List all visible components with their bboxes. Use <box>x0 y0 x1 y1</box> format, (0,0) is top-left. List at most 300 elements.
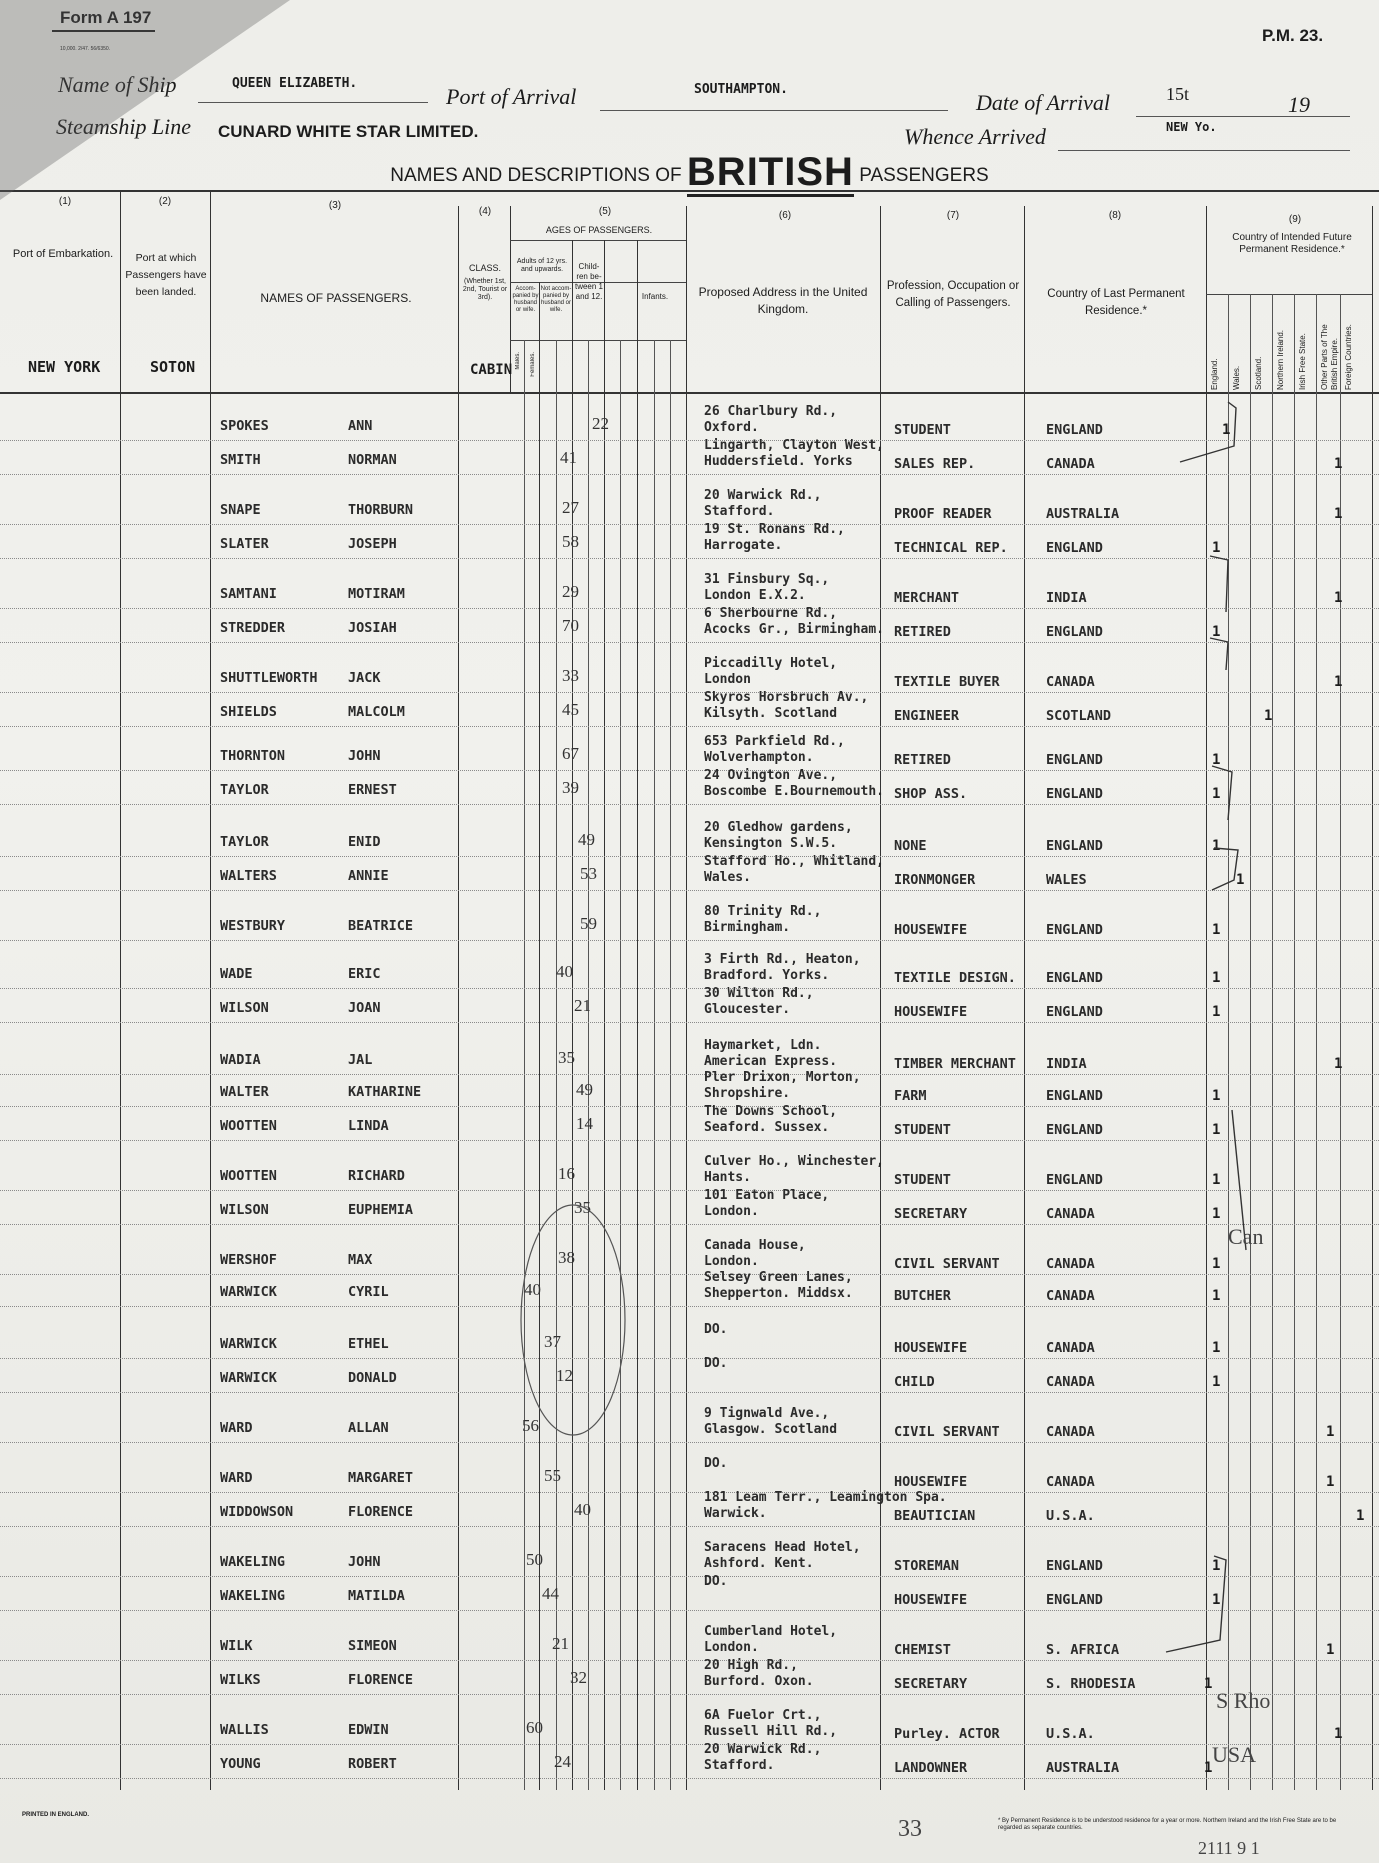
passenger-surname: WERSHOF <box>220 1252 277 1268</box>
passenger-first-name: FLORENCE <box>348 1504 414 1520</box>
passenger-age: 35 <box>558 1048 575 1067</box>
passenger-first-name: MALCOLM <box>348 704 405 720</box>
future-residence-mark: 1 <box>1326 1642 1335 1658</box>
occupation: HOUSEWIFE <box>894 1592 968 1608</box>
occupation: STOREMAN <box>894 1558 960 1574</box>
address-line-1: Culver Ho., Winchester, <box>704 1154 885 1169</box>
occupation: CHILD <box>894 1374 935 1390</box>
passenger-age: 53 <box>580 864 597 883</box>
passenger-surname: THORNTON <box>220 748 286 764</box>
date-of-arrival-label: Date of Arrival <box>976 90 1111 115</box>
passenger-first-name: SIMEON <box>348 1638 397 1654</box>
address-line-1: DO. <box>704 1322 728 1337</box>
last-residence-country: ENGLAND <box>1046 838 1103 854</box>
passenger-first-name: EUPHEMIA <box>348 1202 414 1218</box>
address-line-2: Gloucester. <box>704 1002 791 1017</box>
address-line-1: 20 Gledhow gardens, <box>704 820 853 835</box>
annotation-bottom: 2111 9 1 <box>1198 1838 1260 1858</box>
address-line-2: Shropshire. <box>704 1086 791 1101</box>
future-residence-mark: 1 <box>1212 1172 1221 1188</box>
printer-imprint: PRINTED IN ENGLAND. <box>22 1812 90 1818</box>
last-residence-country: CANADA <box>1046 1340 1095 1356</box>
last-residence-country: U.S.A. <box>1046 1508 1095 1524</box>
residence-subheading: Northern Ireland. <box>1276 329 1285 390</box>
future-residence-mark: 1 <box>1236 872 1245 888</box>
last-residence-country: ENGLAND <box>1046 922 1103 938</box>
bracket-mark-4 <box>1212 766 1232 820</box>
bracket-mark-5 <box>1212 848 1238 890</box>
last-residence-country: ENGLAND <box>1046 1172 1103 1188</box>
bracket-mark-1 <box>1180 402 1236 462</box>
col5-number: (5) <box>598 206 612 217</box>
passenger-surname: YOUNG <box>220 1756 261 1772</box>
address-line-2: Birmingham. <box>704 920 791 935</box>
passenger-first-name: LINDA <box>348 1118 389 1134</box>
passenger-surname: SNAPE <box>220 502 261 518</box>
steamship-line-label: Steamship Line <box>56 114 192 139</box>
occupation: BUTCHER <box>894 1288 951 1304</box>
annotation-srho: S Rho <box>1216 1688 1271 1713</box>
address-line-2: Russell Hill Rd., <box>704 1724 838 1739</box>
col5-not-accompanied-heading: Not accom-panied by husband or wife. <box>540 286 572 313</box>
future-residence-mark: 1 <box>1212 1558 1221 1574</box>
col2-heading: Port at which Passengers have been landed. <box>125 252 207 298</box>
passenger-surname: WALLIS <box>220 1722 269 1738</box>
last-residence-country: ENGLAND <box>1046 1558 1103 1574</box>
passenger-age: 39 <box>562 778 579 797</box>
occupation: CIVIL SERVANT <box>894 1256 1000 1272</box>
passenger-first-name: ENID <box>348 834 381 850</box>
passenger-first-name: THORBURN <box>348 502 414 518</box>
passenger-first-name: FLORENCE <box>348 1672 414 1688</box>
residence-subheading: Irish Free State. <box>1298 333 1307 390</box>
address-line-2: Burford. Oxon. <box>704 1674 814 1689</box>
passenger-surname: WARWICK <box>220 1336 277 1352</box>
address-line-1: 20 Warwick Rd., <box>704 488 822 503</box>
col8-number: (8) <box>1108 210 1122 221</box>
col5-heading: AGES OF PASSENGERS. <box>545 225 653 235</box>
last-residence-country: ENGLAND <box>1046 1004 1103 1020</box>
future-residence-mark: 1 <box>1204 1676 1213 1692</box>
last-residence-country: CANADA <box>1046 1206 1095 1222</box>
future-residence-mark: 1 <box>1326 1424 1335 1440</box>
address-line-2: Kensington S.W.5. <box>704 836 838 851</box>
passenger-age: 35 <box>574 1198 591 1217</box>
occupation: FARM <box>894 1088 927 1104</box>
residence-subheading: England. <box>1210 358 1219 390</box>
last-residence-country: CANADA <box>1046 1424 1095 1440</box>
passenger-age: 41 <box>560 448 577 467</box>
address-line-1: Canada House, <box>704 1238 806 1253</box>
address-line-2: Boscombe E.Bournemouth. <box>704 784 885 799</box>
passenger-surname: WIDDOWSON <box>220 1504 294 1520</box>
occupation: NONE <box>894 838 927 854</box>
occupation: TECHNICAL REP. <box>894 540 1008 556</box>
bracket-mark-3 <box>1210 638 1228 670</box>
passenger-first-name: KATHARINE <box>348 1084 422 1100</box>
future-residence-mark: 1 <box>1212 1288 1221 1304</box>
address-line-2: Seaford. Sussex. <box>704 1120 830 1135</box>
last-residence-country: U.S.A. <box>1046 1726 1095 1742</box>
address-line-1: Skyros Horsbruch Av., <box>704 690 869 705</box>
address-line-1: 20 High Rd., <box>704 1658 798 1673</box>
address-line-2: Harrogate. <box>704 538 783 553</box>
col4-heading: CLASS. <box>468 263 501 273</box>
passenger-surname: WAKELING <box>220 1588 286 1604</box>
future-residence-mark: 1 <box>1212 1592 1221 1608</box>
address-line-1: 6 Sherbourne Rd., <box>704 606 838 621</box>
address-line-2: Acocks Gr., Birmingham. <box>704 622 885 637</box>
name-of-ship-value: QUEEN ELIZABETH. <box>232 76 358 91</box>
annotation-usa: USA <box>1212 1742 1257 1767</box>
passenger-age: 44 <box>542 1584 559 1603</box>
steamship-line-value: CUNARD WHITE STAR LIMITED. <box>218 122 479 141</box>
passenger-age: 21 <box>574 996 591 1015</box>
last-residence-country: CANADA <box>1046 674 1095 690</box>
passenger-age: 67 <box>562 744 579 763</box>
occupation: STUDENT <box>894 422 951 438</box>
passenger-surname: WILKS <box>220 1672 261 1688</box>
passenger-surname: SMITH <box>220 452 261 468</box>
future-residence-mark: 1 <box>1212 1088 1221 1104</box>
address-line-1: Lingarth, Clayton West, <box>704 438 885 453</box>
title-suffix: PASSENGERS <box>859 165 989 186</box>
passenger-first-name: ALLAN <box>348 1420 389 1436</box>
col7-number: (7) <box>946 210 960 221</box>
occupation: HOUSEWIFE <box>894 1004 968 1020</box>
passenger-surname: WAKELING <box>220 1554 286 1570</box>
occupation: TEXTILE BUYER <box>894 674 1000 690</box>
occupation: CHEMIST <box>894 1642 951 1658</box>
last-residence-country: CANADA <box>1046 456 1095 472</box>
address-line-2: London. <box>704 1640 759 1655</box>
col4-value: CABIN <box>470 362 513 378</box>
address-line-1: Cumberland Hotel, <box>704 1624 838 1639</box>
col4-subheading: (Whether 1st, 2nd, Tourist or 3rd). <box>462 278 508 301</box>
future-residence-mark: 1 <box>1264 708 1273 724</box>
address-line-1: 30 Wilton Rd., <box>704 986 814 1001</box>
passenger-first-name: DONALD <box>348 1370 397 1386</box>
future-residence-mark: 1 <box>1334 590 1343 606</box>
passenger-surname: WARD <box>220 1470 253 1486</box>
occupation: PROOF READER <box>894 506 992 522</box>
address-line-2: London <box>704 672 751 687</box>
passenger-surname: TAYLOR <box>220 834 269 850</box>
address-line-1: Haymarket, Ldn. <box>704 1038 822 1053</box>
passenger-surname: WARWICK <box>220 1370 277 1386</box>
occupation: Purley. ACTOR <box>894 1726 1000 1742</box>
last-residence-country: ENGLAND <box>1046 624 1103 640</box>
passenger-first-name: ERIC <box>348 966 381 982</box>
whence-arrived-value: NEW Yo. <box>1166 120 1217 134</box>
last-residence-country: ENGLAND <box>1046 1592 1103 1608</box>
date-of-arrival-year: 19 <box>1288 92 1310 117</box>
address-line-1: 20 Warwick Rd., <box>704 1742 822 1757</box>
whence-arrived-label: Whence Arrived <box>904 124 1046 149</box>
residence-subheading: Wales. <box>1232 365 1241 390</box>
occupation: HOUSEWIFE <box>894 1340 968 1356</box>
address-line-2: Stafford. <box>704 504 775 519</box>
future-residence-mark: 1 <box>1204 1760 1213 1776</box>
last-residence-country: INDIA <box>1046 590 1087 606</box>
address-line-1: Saracens Head Hotel, <box>704 1540 861 1555</box>
col5-accompanied-heading: Accom-panied by husband or wife. <box>512 286 539 313</box>
passenger-surname: TAYLOR <box>220 782 269 798</box>
address-line-2: Oxford. <box>704 420 759 435</box>
title-british: BRITISH <box>687 150 854 197</box>
passenger-first-name: BEATRICE <box>348 918 414 934</box>
passenger-surname: WARWICK <box>220 1284 277 1300</box>
occupation: ENGINEER <box>894 708 960 724</box>
pm-number: P.M. 23. <box>1262 26 1324 45</box>
port-of-arrival-value: SOUTHAMPTON. <box>694 82 788 97</box>
passenger-age: 16 <box>558 1164 575 1183</box>
address-line-2: London E.X.2. <box>704 588 806 603</box>
last-residence-country: ENGLAND <box>1046 970 1103 986</box>
passenger-age: 40 <box>556 962 573 981</box>
passenger-surname: SHUTTLEWORTH <box>220 670 318 686</box>
passenger-age: 50 <box>526 1550 543 1569</box>
occupation: RETIRED <box>894 752 951 768</box>
passenger-surname: WOOTTEN <box>220 1168 277 1184</box>
future-residence-mark: 1 <box>1212 1374 1221 1390</box>
occupation: MERCHANT <box>894 590 960 606</box>
future-residence-mark: 1 <box>1212 1256 1221 1272</box>
last-residence-country: AUSTRALIA <box>1046 506 1120 522</box>
passenger-surname: WALTER <box>220 1084 269 1100</box>
passenger-age: 60 <box>526 1718 543 1737</box>
passenger-first-name: MATILDA <box>348 1588 405 1604</box>
passenger-surname: WILSON <box>220 1202 269 1218</box>
address-line-1: Piccadilly Hotel, <box>704 656 838 671</box>
address-line-2: Stafford. <box>704 1758 775 1773</box>
address-line-1: Stafford Ho., Whitland, <box>704 854 885 869</box>
address-line-2: Wolverhampton. <box>704 750 814 765</box>
last-residence-country: WALES <box>1046 872 1087 888</box>
address-line-1: DO. <box>704 1574 728 1589</box>
address-line-2: London. <box>704 1204 759 1219</box>
col2-number: (2) <box>158 196 172 207</box>
col5-adults-heading: Adults of 12 yrs. and upwards. <box>516 258 568 273</box>
last-residence-country: ENGLAND <box>1046 786 1103 802</box>
passenger-age: 24 <box>554 1752 571 1771</box>
address-line-1: DO. <box>704 1456 728 1471</box>
port-of-arrival-label: Port of Arrival <box>446 84 577 109</box>
passenger-first-name: ERNEST <box>348 782 397 798</box>
passenger-first-name: RICHARD <box>348 1168 405 1184</box>
passenger-surname: SAMTANI <box>220 586 277 602</box>
passenger-first-name: ANN <box>348 418 373 434</box>
col7-heading: Profession, Occupation or Calling of Passengers. <box>886 280 1020 309</box>
col5-female-label: Females. <box>530 352 536 377</box>
occupation: STUDENT <box>894 1172 951 1188</box>
address-line-2: American Express. <box>704 1054 838 1069</box>
bracket-circle <box>521 1205 625 1435</box>
future-residence-mark: 1 <box>1212 1004 1221 1020</box>
occupation: TEXTILE DESIGN. <box>894 970 1016 986</box>
passenger-age: 22 <box>592 414 609 433</box>
address-line-1: 6A Fuelor Crt., <box>704 1708 822 1723</box>
future-residence-mark: 1 <box>1334 1056 1343 1072</box>
occupation: SECRETARY <box>894 1206 968 1222</box>
bracket-mark-2 <box>1210 556 1228 612</box>
passenger-first-name: ROBERT <box>348 1756 397 1772</box>
passenger-age: 55 <box>544 1466 561 1485</box>
form-id: Form A 197 <box>52 8 155 32</box>
address-line-1: 3 Firth Rd., Heaton, <box>704 952 861 967</box>
occupation: IRONMONGER <box>894 872 976 888</box>
address-line-1: 653 Parkfield Rd., <box>704 734 845 749</box>
future-residence-mark: 1 <box>1356 1508 1365 1524</box>
occupation: SECRETARY <box>894 1676 968 1692</box>
future-residence-mark: 1 <box>1222 422 1231 438</box>
passenger-age: 33 <box>562 666 579 685</box>
passenger-age: 37 <box>544 1332 561 1351</box>
last-residence-country: INDIA <box>1046 1056 1087 1072</box>
future-residence-mark: 1 <box>1212 624 1221 640</box>
address-line-1: 31 Finsbury Sq., <box>704 572 830 587</box>
address-line-2: Ashford. Kent. <box>704 1556 814 1571</box>
future-residence-mark: 1 <box>1334 456 1343 472</box>
passenger-age: 21 <box>552 1634 569 1653</box>
last-residence-country: ENGLAND <box>1046 752 1103 768</box>
address-line-2: Huddersfield. Yorks <box>704 454 853 469</box>
passenger-age: 59 <box>580 914 597 933</box>
passenger-age: 14 <box>576 1114 593 1133</box>
passenger-first-name: MARGARET <box>348 1470 414 1486</box>
passenger-age: 49 <box>578 830 595 849</box>
passenger-first-name: JOHN <box>348 1554 381 1570</box>
last-residence-country: CANADA <box>1046 1474 1095 1490</box>
col3-heading: NAMES OF PASSENGERS. <box>260 291 412 305</box>
occupation: RETIRED <box>894 624 951 640</box>
passenger-first-name: JOAN <box>348 1000 381 1016</box>
name-of-ship-label: Name of Ship <box>58 72 177 97</box>
annotation-page-number: 33 <box>898 1816 922 1842</box>
passenger-first-name: JOSIAH <box>348 620 397 636</box>
passenger-age: 27 <box>562 498 579 517</box>
passenger-age: 40 <box>574 1500 591 1519</box>
passenger-age: 40 <box>524 1280 541 1299</box>
address-line-1: 80 Trinity Rd., <box>704 904 822 919</box>
col2-value: SOTON <box>150 358 196 376</box>
col9-heading: Country of Intended Future Permanent Residence.* <box>1232 232 1352 255</box>
last-residence-country: SCOTLAND <box>1046 708 1112 724</box>
passenger-first-name: EDWIN <box>348 1722 389 1738</box>
passenger-age: 32 <box>570 1668 587 1687</box>
title-prefix: NAMES AND DESCRIPTIONS OF <box>390 165 682 186</box>
passenger-age: 38 <box>558 1248 575 1267</box>
future-residence-mark: 1 <box>1212 838 1221 854</box>
future-residence-mark: 1 <box>1334 1726 1343 1742</box>
col6-heading: Proposed Address in the United Kingdom. <box>698 285 868 316</box>
col9-number: (9) <box>1288 214 1302 225</box>
address-line-2: Hants. <box>704 1170 751 1185</box>
address-line-2: Glasgow. Scotland <box>704 1422 838 1437</box>
passenger-surname: SPOKES <box>220 418 269 434</box>
address-line-1: Pler Drixon, Morton, <box>704 1070 861 1085</box>
address-line-2: Shepperton. Middsx. <box>704 1286 853 1301</box>
col1-value: NEW YORK <box>28 358 101 376</box>
future-residence-mark: 1 <box>1212 786 1221 802</box>
address-line-2: Bradford. Yorks. <box>704 968 830 983</box>
passenger-first-name: ETHEL <box>348 1336 389 1352</box>
address-line-1: 181 Leam Terr., Leamington Spa. <box>704 1490 947 1505</box>
last-residence-country: CANADA <box>1046 1288 1095 1304</box>
address-line-1: The Downs School, <box>704 1104 838 1119</box>
passenger-first-name: JACK <box>348 670 381 686</box>
col5-infants-heading: Infants. <box>641 292 669 301</box>
passenger-surname: WILK <box>220 1638 253 1654</box>
future-residence-mark: 1 <box>1212 1206 1221 1222</box>
occupation: SALES REP. <box>894 456 976 472</box>
occupation: TIMBER MERCHANT <box>894 1056 1016 1072</box>
passenger-first-name: JAL <box>348 1052 373 1068</box>
occupation: SHOP ASS. <box>894 786 968 802</box>
passenger-first-name: CYRIL <box>348 1284 389 1300</box>
passenger-surname: STREDDER <box>220 620 286 636</box>
col3-number: (3) <box>328 200 342 211</box>
passenger-surname: WADE <box>220 966 253 982</box>
col8-heading: Country of Last Permanent Residence.* <box>1047 288 1185 317</box>
address-line-1: 101 Eaton Place, <box>704 1188 830 1203</box>
address-line-2: London. <box>704 1254 759 1269</box>
future-residence-mark: 1 <box>1212 1122 1221 1138</box>
passenger-age: 45 <box>562 700 579 719</box>
future-residence-mark: 1 <box>1212 752 1221 768</box>
form-print-code: 10,000. 2/47. 56/6350. <box>60 46 111 52</box>
address-line-1: 9 Tignwald Ave., <box>704 1406 830 1421</box>
passenger-surname: WADIA <box>220 1052 261 1068</box>
last-residence-country: S. AFRICA <box>1046 1642 1120 1658</box>
last-residence-country: ENGLAND <box>1046 1122 1103 1138</box>
occupation: BEAUTICIAN <box>894 1508 976 1524</box>
address-line-1: 26 Charlbury Rd., <box>704 404 838 419</box>
passenger-age: 29 <box>562 582 579 601</box>
col5-children-heading: Child-ren be-tween 1 and 12. <box>574 262 604 301</box>
address-line-2: Wales. <box>704 870 751 885</box>
passenger-surname: SLATER <box>220 536 269 552</box>
future-residence-mark: 1 <box>1334 674 1343 690</box>
residence-subheading: Foreign Countries. <box>1344 324 1353 390</box>
col6-number: (6) <box>778 210 792 221</box>
corner-shadow <box>0 0 290 200</box>
occupation: HOUSEWIFE <box>894 1474 968 1490</box>
last-residence-country: AUSTRALIA <box>1046 1760 1120 1776</box>
passenger-surname: SHIELDS <box>220 704 277 720</box>
address-line-1: Selsey Green Lanes, <box>704 1270 853 1285</box>
occupation: LANDOWNER <box>894 1760 968 1776</box>
occupation: HOUSEWIFE <box>894 922 968 938</box>
passenger-surname: WALTERS <box>220 868 277 884</box>
passenger-age: 56 <box>522 1416 539 1435</box>
passenger-first-name: ANNIE <box>348 868 389 884</box>
passenger-surname: WESTBURY <box>220 918 286 934</box>
passenger-age: 58 <box>562 532 579 551</box>
passenger-first-name: MOTIRAM <box>348 586 405 602</box>
residence-subheading: Other Parts of The British Empire. <box>1320 324 1339 390</box>
passenger-age: 49 <box>576 1080 593 1099</box>
bracket-mark-6 <box>1166 1556 1226 1652</box>
future-residence-mark: 1 <box>1326 1474 1335 1490</box>
occupation: STUDENT <box>894 1122 951 1138</box>
address-line-2: Kilsyth. Scotland <box>704 706 838 721</box>
address-line-1: DO. <box>704 1356 728 1371</box>
future-residence-mark: 1 <box>1212 922 1221 938</box>
passenger-first-name: JOSEPH <box>348 536 397 552</box>
passenger-first-name: NORMAN <box>348 452 397 468</box>
last-residence-country: CANADA <box>1046 1374 1095 1390</box>
